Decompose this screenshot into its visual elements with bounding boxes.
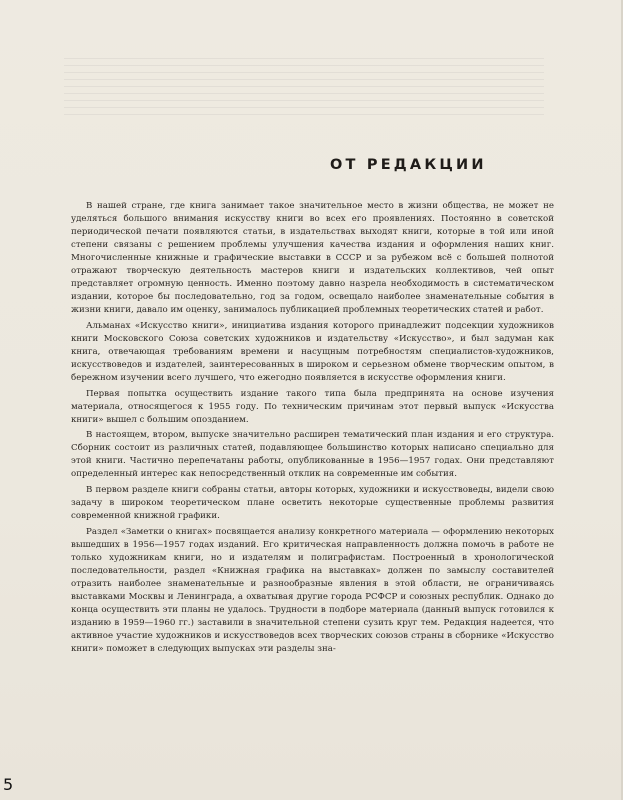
body-text [71,200,554,659]
page-number: 5 [3,775,14,794]
page-title: ОТ РЕДАКЦИИ [330,157,487,173]
paragraph-1: В нашей стране, где книга занимает такое значительное место в жизни общества, не может не уделяться большого внимания искусству книги во всех его проявлениях. Постоянно в советской периодической печати появляются статьи, в издательствах выходят книги, которые в той или иной степени связаны с решением проблемы улучшения качества издания и оформления наших книг. Многочисленные книжные и графические выставки в СССР и за рубежом всё с большей полнотой отражают творческую деятельность мастеров книги и издательских коллективов, чей опыт представляет огромную ценность. Именно поэтому давно назрела необходимость в систематическом издании, которое бы последовательно, год за годом, освещало наиболее знаменательные события в жизни книги, давало им оценку, занималось публикацией проблемных теоретических статей и работ. [71,201,554,316]
paragraph-4: В настоящем, втором, выпуске значительно расширен тематический план издания и его структура. Сборник состоит из различных статей, подавляющее большинство которых написано специально для этой книги. Частично перепечатаны работы, опубликованные в 1956—1957 годах. Они представляют определенный интерес как непосредственный отклик на современные им события. [71,430,554,480]
paragraph-6: Раздел «Заметки о книгах» посвящается анализу конкретного материала — оформлению некоторых вышедших в 1956—1957 годах изданий. Его критическая направленность должна помочь в работе не только художникам книги, но и издателям и полиграфистам. Построенный в хронологической последовательности, раздел «Книжная графика на выставках» должен по замыслу составителей отразить наиболее знаменательные и разнообразные явления в этой области, не ограничиваясь выставками Москвы и Ленинграда, а охватывая другие города РСФСР и союзных республик. Однако до конца осуществить эти планы не удалось. Трудности в подборе материала (данный выпуск готовился к изданию в 1959—1960 гг.) заставили в значительной степени сузить круг тем. Редакция надеется, что активное участие художников и искусствоведов всех творческих союзов страны в сборнике «Искусство книги» поможет в следующих выпусках эти разделы зна- [71,526,554,655]
paragraph-5: В первом разделе книги собраны статьи, авторы которых, художники и искусствоведы, видели свою задачу в широком теоретическом плане осветить некоторые существенные проблемы развития современной книжной графики. [71,484,554,522]
show-through-text [64,58,544,118]
paragraph-2: Альманах «Искусство книги», инициатива издания которого принадлежит подсекции художников книги Московского Союза советских художников и издательству «Искусство», и был задуман как книга, отвечающая требованиям времени и насущным потребностям специалистов-художников, искусствоведов и издателей, заинтересованных в широком и серьезном обмене творческим опытом, в бережном изучении всего лучшего, что ежегодно появляется в искусстве оформления книги. [71,320,554,384]
paragraph-3: Первая попытка осуществить издание такого типа была предпринята на основе изучения материала, относящегося к 1955 году. По техническим причинам этот первый выпуск «Искусства книги» вышел с большим опозданием. [71,388,554,425]
